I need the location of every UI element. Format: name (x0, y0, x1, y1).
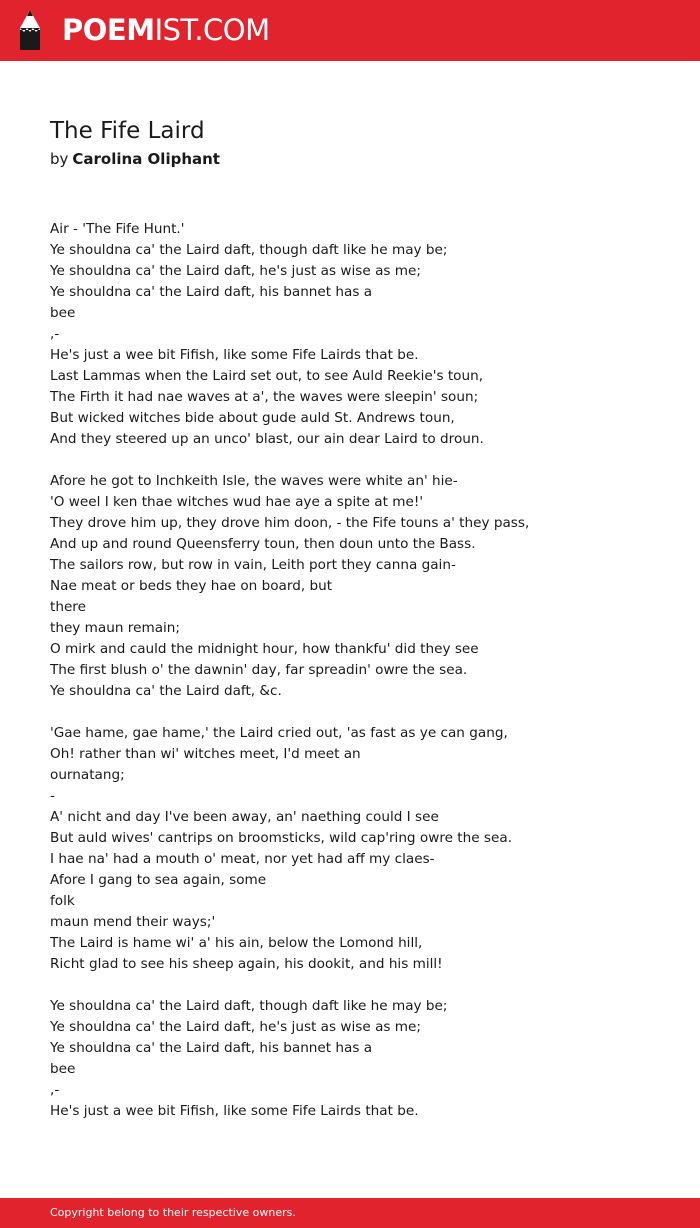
logo-light-text: IST.COM (154, 13, 270, 47)
poem-line: Ye shouldna ca' the Laird daft, he's just as wise as me; (50, 263, 421, 279)
poem-line: Ye shouldna ca' the Laird daft, though daft like he may be; (50, 998, 448, 1014)
poem-line: 'Gae hame, gae hame,' the Laird cried out, 'as fast as ye can gang, (50, 725, 508, 741)
site-header (0, 0, 700, 61)
site-footer (0, 1198, 700, 1228)
copyright-text: Copyright belong to their respective owners. (50, 1206, 296, 1219)
byline (50, 149, 220, 169)
stanza-break (50, 450, 660, 471)
poem-line: The first blush o' the dawnin' day, far spreadin' owre the sea. (50, 662, 468, 678)
poem-line: Ye shouldna ca' the Laird daft, &c. (50, 683, 282, 699)
poem-line: ,- (50, 326, 60, 342)
poem-line: He's just a wee bit Fifish, like some Fife Lairds that be. (50, 1103, 419, 1119)
poem-title: The Fife Laird (50, 118, 205, 144)
poem-line: They drove him up, they drove him doon, - the Fife touns a' they pass, (50, 515, 530, 531)
poem-line: Ye shouldna ca' the Laird daft, though daft like he may be; (50, 242, 448, 258)
poem-line: Afore he got to Inchkeith Isle, the waves were white an' hie- (50, 473, 458, 489)
poem-line: Last Lammas when the Laird set out, to see Auld Reekie's toun, (50, 368, 484, 384)
poem-line: Air - 'The Fife Hunt.' (50, 221, 185, 237)
poem-line: Ye shouldna ca' the Laird daft, he's just as wise as me; (50, 1019, 421, 1035)
author-name[interactable]: Carolina Oliphant (72, 150, 220, 168)
poem-line: ournatang; (50, 767, 125, 783)
poem-line: Ye shouldna ca' the Laird daft, his bannet has a (50, 1040, 373, 1056)
poem-line: But auld wives' cantrips on broomsticks, wild cap'ring owre the sea. (50, 830, 513, 846)
poem-line: Afore I gang to sea again, some (50, 872, 267, 888)
poem-line: folk (50, 893, 75, 909)
poem-line: Ye shouldna ca' the Laird daft, his bannet has a (50, 284, 373, 300)
poem-line: Nae meat or beds they hae on board, but (50, 578, 333, 594)
poem-line: I hae na' had a mouth o' meat, nor yet had aff my claes- (50, 851, 435, 867)
poem-line: Richt glad to see his sheep again, his dookit, and his mill! (50, 956, 443, 972)
poem-line: there (50, 599, 86, 615)
poem-line: Oh! rather than wi' witches meet, I'd meet an (50, 746, 361, 762)
poem-line: And up and round Queensferry toun, then doun unto the Bass. (50, 536, 476, 552)
poem-line: He's just a wee bit Fifish, like some Fife Lairds that be. (50, 347, 419, 363)
poem-line: The sailors row, but row in vain, Leith port they canna gain- (50, 557, 456, 573)
byline-prefix: by (50, 150, 69, 168)
poem-line: A' nicht and day I've been away, an' naething could I see (50, 809, 439, 825)
poem-line: The Laird is hame wi' a' his ain, below the Lomond hill, (50, 935, 423, 951)
poem-line: bee (50, 305, 76, 321)
poem-line: 'O weel I ken thae witches wud hae aye a spite at me!' (50, 494, 424, 510)
site-logo[interactable] (62, 12, 270, 48)
poem-line: bee (50, 1061, 76, 1077)
poem-line: ,- (50, 1082, 60, 1098)
poem-line: The Firth it had nae waves at a', the waves were sleepin' soun; (50, 389, 479, 405)
stanza-break (50, 702, 660, 723)
logo-bold-text: POEM (62, 13, 155, 47)
stanza-break (50, 975, 660, 996)
poem-line: And they steered up an unco' blast, our ain dear Laird to droun. (50, 431, 484, 447)
poem-line: maun mend their ways;' (50, 914, 216, 930)
poem-line: they maun remain; (50, 620, 180, 636)
poem-line: But wicked witches bide about gude auld St. Andrews toun, (50, 410, 455, 426)
poem-body (50, 219, 660, 1122)
pencil-icon[interactable] (18, 9, 42, 51)
poem-line: O mirk and cauld the midnight hour, how thankfu' did they see (50, 641, 479, 657)
poem-line: - (50, 788, 55, 804)
